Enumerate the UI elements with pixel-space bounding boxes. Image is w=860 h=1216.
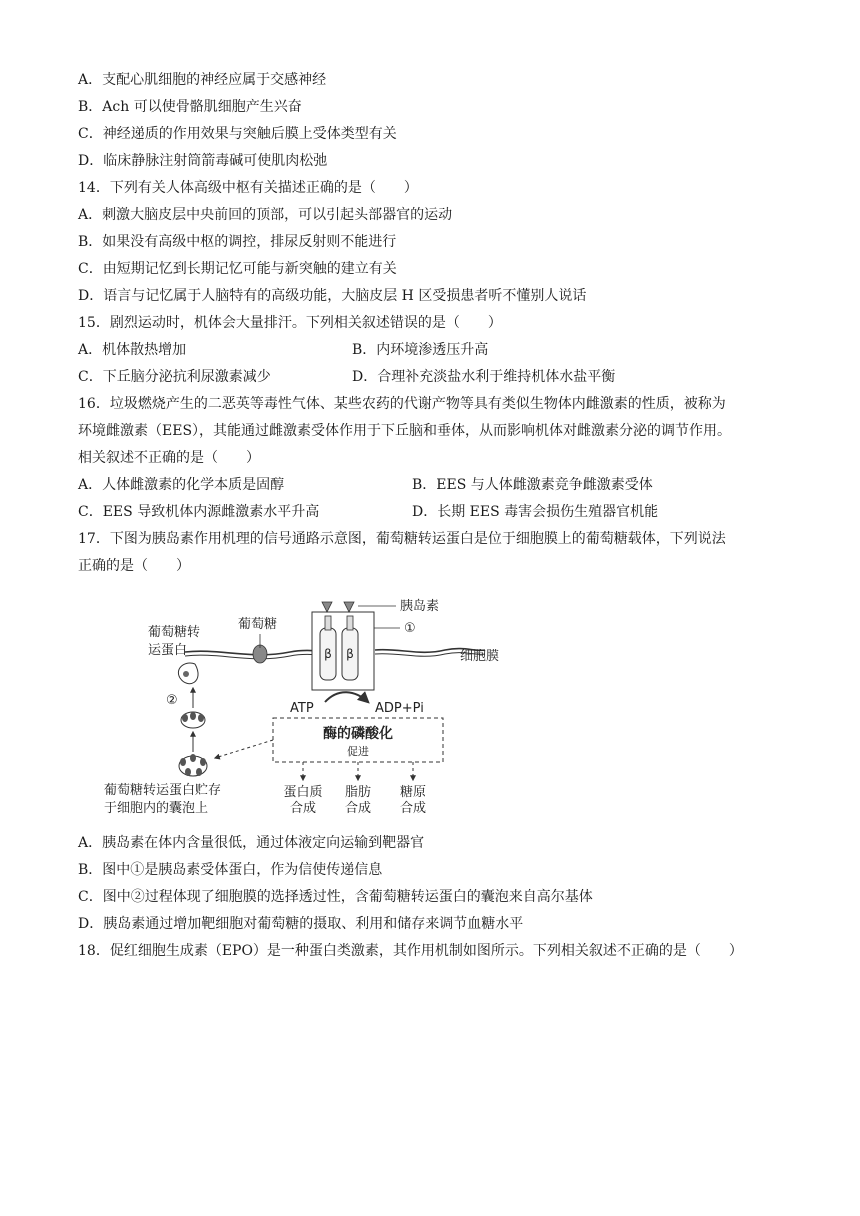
q15-option-a: A．机体散热增加	[78, 342, 187, 358]
q13-option-b: B．Ach 可以使骨骼肌细胞产生兴奋	[78, 99, 302, 115]
q16-option-c: C．EES 导致机体内源雌激素水平升高	[78, 504, 320, 520]
q18-stem: 18．促红细胞生成素（EPO）是一种蛋白类激素，其作用机制如图所示。下列相关叙述不正确的是（ ）	[78, 943, 743, 959]
insulin-label: 胰岛素	[400, 599, 440, 614]
beta-label-left: β	[324, 647, 332, 661]
vesicle-upper	[181, 712, 205, 728]
q16-option-a: A．人体雌激素的化学本质是固醇	[78, 477, 285, 493]
q16-stem-line3: 相关叙述不正确的是（ ）	[78, 450, 260, 466]
q15-stem: 15．剧烈运动时，机体会大量排汗。下列相关叙述错误的是（ ）	[78, 315, 502, 331]
q17-option-c: C．图中②过程体现了细胞膜的选择透过性，含葡萄糖转运蛋白的囊泡来自高尔基体	[78, 889, 593, 905]
fat-label-line1: 脂肪	[344, 785, 372, 800]
q14-stem: 14．下列有关人体高级中枢有关描述正确的是（ ）	[78, 180, 418, 196]
q17-option-a: A．胰岛素在体内含量很低，通过体液定向运输到靶器官	[78, 835, 425, 851]
transporter-label-line2: 运蛋白	[148, 643, 188, 658]
circle-1-label: ①	[404, 621, 416, 636]
glucose-label: 葡萄糖	[238, 617, 278, 632]
adp-label: ADP+Pi	[375, 701, 424, 716]
fat-label-line2: 合成	[344, 801, 372, 816]
transporter-label-line1: 葡萄糖转	[148, 625, 201, 640]
circle-2-label: ②	[166, 693, 178, 708]
q16-stem-line2: 环境雌激素（EES），其能通过雌激素受体作用于下丘脑和垂体，从而影响机体对雌激素分泌的调节作用。	[78, 423, 732, 439]
beta-label-right: β	[346, 647, 354, 661]
protein-label-line1: 蛋白质	[283, 785, 323, 800]
storage-label-line1: 葡萄糖转运蛋白贮存	[104, 783, 222, 798]
q15-option-d: D．合理补充淡盐水利于维持机体水盐平衡	[352, 369, 616, 385]
insulin-molecule	[322, 602, 332, 612]
q16-stem-line1: 16．垃圾燃烧产生的二恶英等毒性气体、某些农药的代谢产物等具有类似生物体内雌激素的性质，被称为	[78, 396, 726, 412]
glycogen-label-line1: 糖原	[399, 785, 427, 800]
q17-stem-line1: 17．下图为胰岛素作用机理的信号通路示意图，葡萄糖转运蛋白是位于细胞膜上的葡萄糖载体，下列说法	[78, 531, 726, 547]
q14-option-c: C．由短期记忆到长期记忆可能与新突触的建立有关	[78, 261, 397, 277]
glycogen-label-line2: 合成	[399, 801, 427, 816]
q14-option-a: A．刺激大脑皮层中央前回的顶部，可以引起头部器官的运动	[78, 207, 453, 223]
membrane-label: 细胞膜	[460, 649, 500, 664]
insulin-pathway-figure	[100, 590, 520, 820]
storage-label-line2: 于细胞内的囊泡上	[104, 801, 209, 816]
vesicle-lower	[179, 754, 207, 776]
q16-option-d: D．长期 EES 毒害会损伤生殖器官机能	[412, 504, 659, 520]
protein-label-line2: 合成	[289, 801, 317, 816]
q13-option-c: C．神经递质的作用效果与突触后膜上受体类型有关	[78, 126, 397, 142]
atp-arrow	[325, 692, 368, 702]
q17-option-b: B．图中①是胰岛素受体蛋白，作为信使传递信息	[78, 862, 383, 878]
q13-option-d: D．临床静脉注射筒箭毒碱可使肌肉松弛	[78, 153, 328, 169]
promote-label: 促进	[347, 745, 369, 758]
q17-option-d: D．胰岛素通过增加靶细胞对葡萄糖的摄取、利用和储存来调节血糖水平	[78, 916, 524, 932]
phosphorylation-label: 酶的磷酸化	[323, 726, 393, 742]
q15-option-b: B．内环境渗透压升高	[352, 342, 489, 358]
q14-option-b: B．如果没有高级中枢的调控，排尿反射则不能进行	[78, 234, 397, 250]
q13-option-a: A．支配心肌细胞的神经应属于交感神经	[78, 72, 327, 88]
atp-label: ATP	[290, 701, 314, 716]
q16-option-b: B．EES 与人体雌激素竞争雌激素受体	[412, 477, 653, 493]
q17-stem-line2: 正确的是（ ）	[78, 558, 190, 574]
q14-option-d: D．语言与记忆属于人脑特有的高级功能，大脑皮层 H 区受损患者听不懂别人说话	[78, 288, 587, 304]
q15-option-c: C．下丘脑分泌抗利尿激素减少	[78, 369, 271, 385]
